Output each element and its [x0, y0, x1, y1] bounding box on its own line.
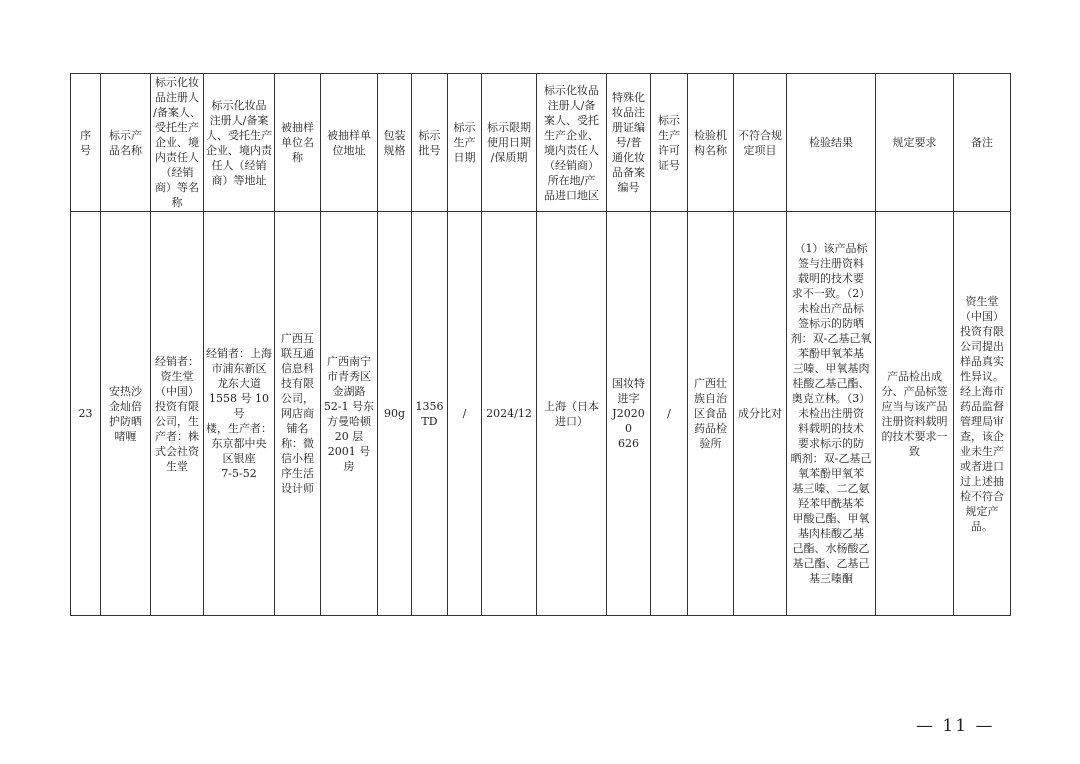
header-sampled-unit: 被抽样 单位名 称	[275, 74, 321, 212]
header-seq: 序 号	[71, 74, 101, 212]
cell-batch: 1356 TD	[412, 212, 448, 616]
cell-sampled-unit: 广西互 联互通 信息科 技有限 公司， 网店商 铺名 称：微 信小程 序生活 设计师	[275, 212, 321, 616]
cell-remark: 资生堂 （中国） 投资有限 公司提出 样品真实 性异议。 经上海市 药品监督 管理局审 查，该企 业未生产 或者进口 过上述抽 检不符合 规定产 品。	[954, 212, 1011, 616]
header-requirement: 规定要求	[876, 74, 954, 212]
header-license: 标示 生产 许可 证号	[651, 74, 688, 212]
header-batch: 标示 批号	[412, 74, 448, 212]
page-number: — 11 —	[916, 716, 995, 736]
cell-lab: 广西壮 族自治 区食品 药品检 验所	[688, 212, 734, 616]
cell-origin: 上海（日本 进口）	[537, 212, 607, 616]
header-failed-item: 不符合规 定项目	[734, 74, 787, 212]
cell-seq: 23	[71, 212, 101, 616]
header-lab: 检验机 构名称	[688, 74, 734, 212]
cell-sampled-address: 广西南宁 市青秀区 金湖路 52-1 号东 方曼哈顿 20 层 2001 号 房	[321, 212, 378, 616]
cell-license: /	[651, 212, 688, 616]
header-expiry: 标示限期 使用日期 /保质期	[482, 74, 537, 212]
cell-requirement: 产品检出成 分、产品标签 应当与该产品 注册资料载明 的技术要求一 致	[876, 212, 954, 616]
table-row	[71, 212, 1011, 616]
header-result: 检验结果	[787, 74, 876, 212]
cell-expiry: 2024/12	[482, 212, 537, 616]
header-sampled-address: 被抽样单 位地址	[321, 74, 378, 212]
header-company-address: 标示化妆品 注册人/备案 人、受托生产 企业、境内责 任人（经销 商）等地址	[204, 74, 275, 212]
cell-product: 安热沙 金灿倍 护防晒 啫喱	[101, 212, 151, 616]
cell-production-date: /	[448, 212, 482, 616]
header-package: 包装 规格	[378, 74, 412, 212]
header-origin: 标示化妆品 注册人/备 案人、受托 生产企业、 境内责任人 （经销商） 所在地/产 品进口地区	[537, 74, 607, 212]
cell-failed-item: 成分比对	[734, 212, 787, 616]
header-company-name: 标示化妆 品注册人 /备案人、 受托生产 企业、境 内责任人 （经销 商）等名 称	[151, 74, 204, 212]
header-row	[71, 74, 1011, 212]
cell-package: 90g	[378, 212, 412, 616]
inspection-table	[70, 73, 1011, 616]
header-registration: 特殊化 妆品注 册证编 号/普 通化妆 品备案 编号	[607, 74, 651, 212]
header-production-date: 标示 生产 日期	[448, 74, 482, 212]
cell-registration: 国妆特 进字 J20200 626	[607, 212, 651, 616]
cell-result: （1）该产品标 签与注册资料 载明的技术要 求不一致。（2） 未检出产品标 签标示的防晒 剂：双-乙基己氧 苯酚甲氧苯基 三嗪、甲氧基肉 桂酸乙基己酯、 奥克立林。（3） 未检出注册资 料载明的技术 要求标示的防 晒剂：双-乙基己 氧苯酚甲氧苯 基三嗪、二乙氨 羟苯甲酰基苯 甲酸己酯、甲氧 基肉桂酸乙基 己酯、水杨酸乙 基己酯、乙基己 基三嗪酮	[787, 212, 876, 616]
cell-company: 经销者： 资生堂 （中国） 投资有限 公司，生 产者：株 式会社资 生堂	[151, 212, 204, 616]
header-remark: 备注	[954, 74, 1011, 212]
header-product-name: 标示产 品名称	[101, 74, 151, 212]
cell-company-address: 经销者：上海 市浦东新区 龙东大道 1558 号 10 号 楼，生产者： 东京都中央 区银座 7-5-52	[204, 212, 275, 616]
